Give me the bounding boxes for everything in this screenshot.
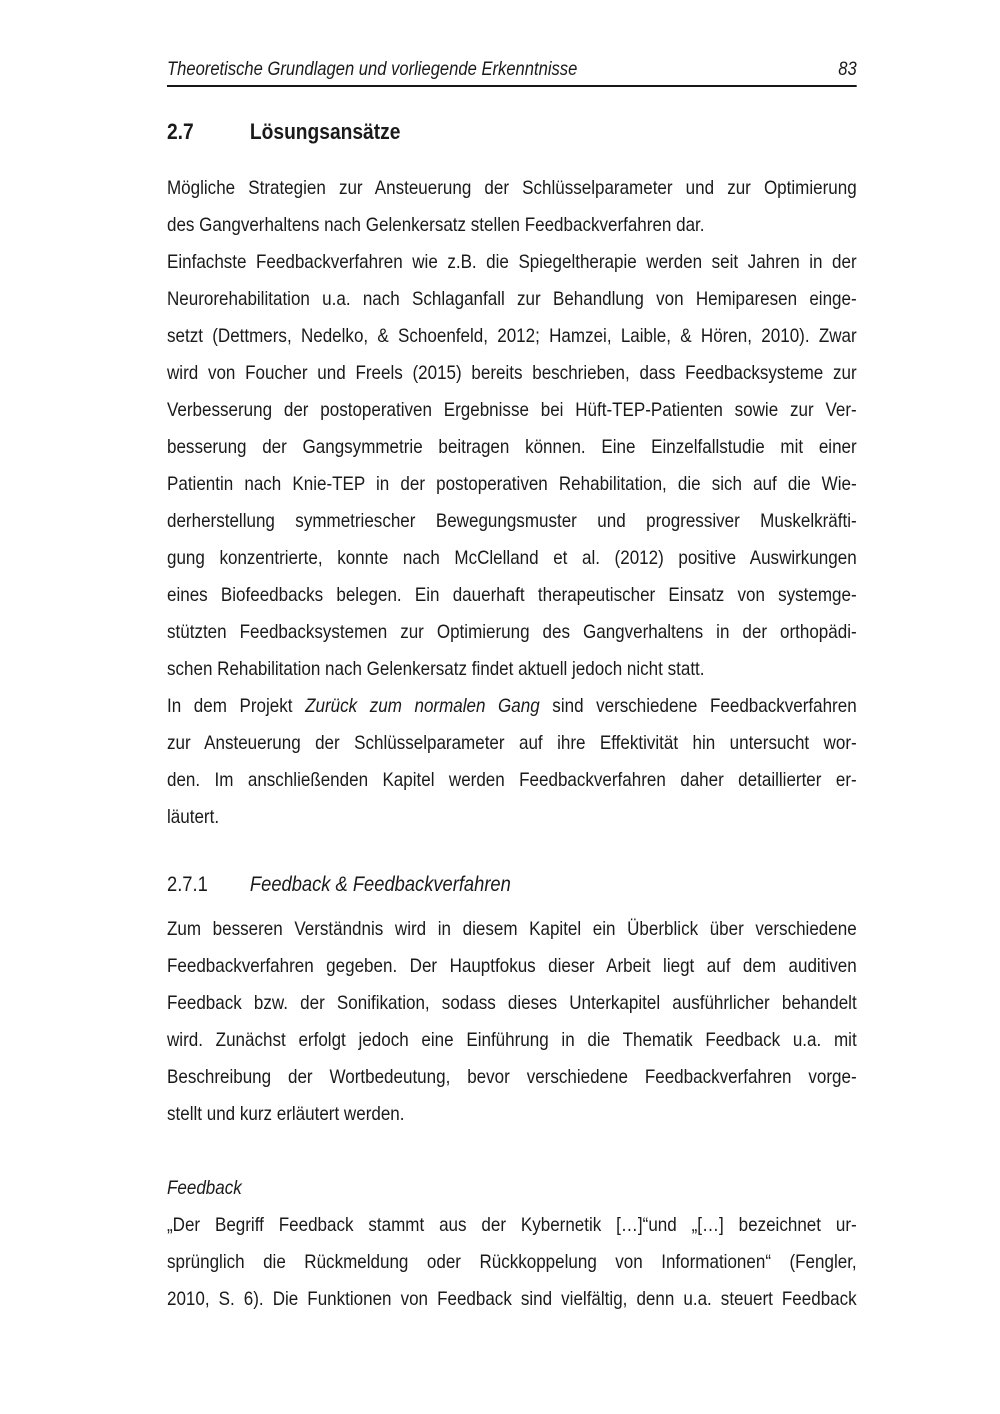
text-line bbox=[167, 948, 857, 985]
text-segment: stellt und kurz erläutert werden. bbox=[167, 1103, 405, 1125]
heading-title: Lösungsansätze bbox=[249, 119, 401, 144]
text-segment: den. Im anschließenden Kapitel werden Feedbackverfahren daher detaillierter er- bbox=[167, 769, 857, 791]
text-line bbox=[167, 244, 857, 281]
text-line bbox=[167, 170, 857, 207]
text-segment: besserung der Gangsymmetrie beitragen können. Eine Einzelfallstudie mit einer bbox=[167, 436, 857, 458]
text-line bbox=[167, 1281, 857, 1318]
text-line bbox=[167, 985, 857, 1022]
text-segment: Zum besseren Verständnis wird in diesem Kapitel ein Überblick über verschiedene bbox=[167, 918, 857, 940]
text-segment: sprünglich die Rückmeldung oder Rückkoppelung von Informationen“ (Fengler, bbox=[167, 1251, 857, 1273]
text-segment: 2010, S. 6). Die Funktionen von Feedback sind vielfältig, denn u.a. steuert Feedback bbox=[167, 1288, 857, 1310]
running-header bbox=[167, 58, 857, 82]
text-line bbox=[167, 1207, 857, 1244]
paragraph bbox=[167, 688, 857, 836]
text-segment: Feedback bzw. der Sonifikation, sodass dieses Unterkapitel ausführlicher behandelt bbox=[167, 992, 857, 1014]
text-segment: schen Rehabilitation nach Gelenkersatz findet aktuell jedoch nicht statt. bbox=[167, 658, 705, 680]
paragraph bbox=[167, 244, 857, 688]
text-line bbox=[167, 466, 857, 503]
text-line bbox=[167, 614, 857, 651]
paragraph bbox=[167, 911, 857, 1133]
text-segment: setzt (Dettmers, Nedelko, & Schoenfeld, 2012; Hamzei, Laible, & Hören, 2010). Zwar bbox=[167, 325, 857, 347]
text-line bbox=[167, 577, 857, 614]
text-segment: „Der Begriff Feedback stammt aus der Kybernetik […]“und „[…] bezeichnet ur- bbox=[167, 1214, 857, 1236]
document-body bbox=[167, 117, 857, 1318]
section-heading bbox=[167, 117, 857, 147]
text-line bbox=[167, 688, 857, 725]
text-segment: zur Ansteuerung der Schlüsselparameter auf ihre Effektivität hin untersucht wor- bbox=[167, 732, 857, 754]
text-line bbox=[167, 503, 857, 540]
text-line bbox=[167, 911, 857, 948]
text-line bbox=[167, 799, 857, 836]
page-content bbox=[167, 58, 857, 1318]
text-segment: Mögliche Strategien zur Ansteuerung der Schlüsselparameter und zur Optimierung bbox=[167, 177, 857, 199]
text-segment: derherstellung symmetriescher Bewegungsmuster und progressiver Muskelkräfti- bbox=[167, 510, 857, 532]
text-line bbox=[167, 1244, 857, 1281]
text-segment: stützten Feedbacksystemen zur Optimierung des Gangverhaltens in der orthopädi- bbox=[167, 621, 857, 643]
italic-text-segment: Zurück zum normalen Gang bbox=[305, 695, 540, 717]
text-segment: Feedbackverfahren gegeben. Der Hauptfokus dieser Arbeit liegt auf dem auditiven bbox=[167, 955, 857, 977]
heading-number: 2.7.1 bbox=[167, 873, 208, 896]
text-line bbox=[167, 651, 857, 688]
text-line bbox=[167, 355, 857, 392]
text-line bbox=[167, 207, 857, 244]
text-line bbox=[167, 540, 857, 577]
text-line bbox=[167, 318, 857, 355]
heading-number: 2.7 bbox=[167, 119, 194, 144]
text-line bbox=[167, 1096, 857, 1133]
page-number: 83 bbox=[838, 59, 857, 80]
run-in-heading: Feedback bbox=[167, 1177, 242, 1199]
text-segment: In dem Projekt bbox=[167, 695, 306, 717]
text-line bbox=[167, 762, 857, 799]
text-segment: eines Biofeedbacks belegen. Ein dauerhaft therapeutischer Einsatz von systemge- bbox=[167, 584, 857, 606]
text-line bbox=[167, 725, 857, 762]
text-segment: Neurorehabilitation u.a. nach Schlaganfall zur Behandlung von Hemiparesen einge- bbox=[167, 288, 857, 310]
text-segment: gung konzentrierte, konnte nach McClelland et al. (2012) positive Auswirkungen bbox=[167, 547, 857, 569]
text-segment: läutert. bbox=[167, 806, 220, 828]
header-rule bbox=[167, 85, 857, 87]
text-segment: sind verschiedene Feedbackverfahren bbox=[539, 695, 857, 717]
text-segment: wird von Foucher und Freels (2015) bereits beschrieben, dass Feedbacksysteme zur bbox=[167, 362, 857, 384]
text-segment: wird. Zunächst erfolgt jedoch eine Einführung in die Thematik Feedback u.a. mit bbox=[167, 1029, 857, 1051]
paragraph bbox=[167, 1207, 857, 1318]
subsection-heading bbox=[167, 866, 857, 903]
text-segment: Beschreibung der Wortbedeutung, bevor verschiedene Feedbackverfahren vorge- bbox=[167, 1066, 857, 1088]
text-line bbox=[167, 281, 857, 318]
text-line bbox=[167, 392, 857, 429]
text-line bbox=[167, 1022, 857, 1059]
text-segment: Einfachste Feedbackverfahren wie z.B. die Spiegeltherapie werden seit Jahren in der bbox=[167, 251, 857, 273]
heading-title: Feedback & Feedbackverfahren bbox=[249, 873, 511, 896]
paragraph bbox=[167, 170, 857, 244]
text-line bbox=[167, 1059, 857, 1096]
text-segment: Verbesserung der postoperativen Ergebnisse bei Hüft-TEP-Patienten sowie zur Ver- bbox=[167, 399, 857, 421]
text-segment: Patientin nach Knie-TEP in der postoperativen Rehabilitation, die sich auf die Wie- bbox=[167, 473, 857, 495]
running-header-title: Theoretische Grundlagen und vorliegende Erkenntnisse bbox=[167, 59, 578, 80]
text-line bbox=[167, 429, 857, 466]
text-segment: des Gangverhaltens nach Gelenkersatz stellen Feedbackverfahren dar. bbox=[167, 214, 705, 236]
